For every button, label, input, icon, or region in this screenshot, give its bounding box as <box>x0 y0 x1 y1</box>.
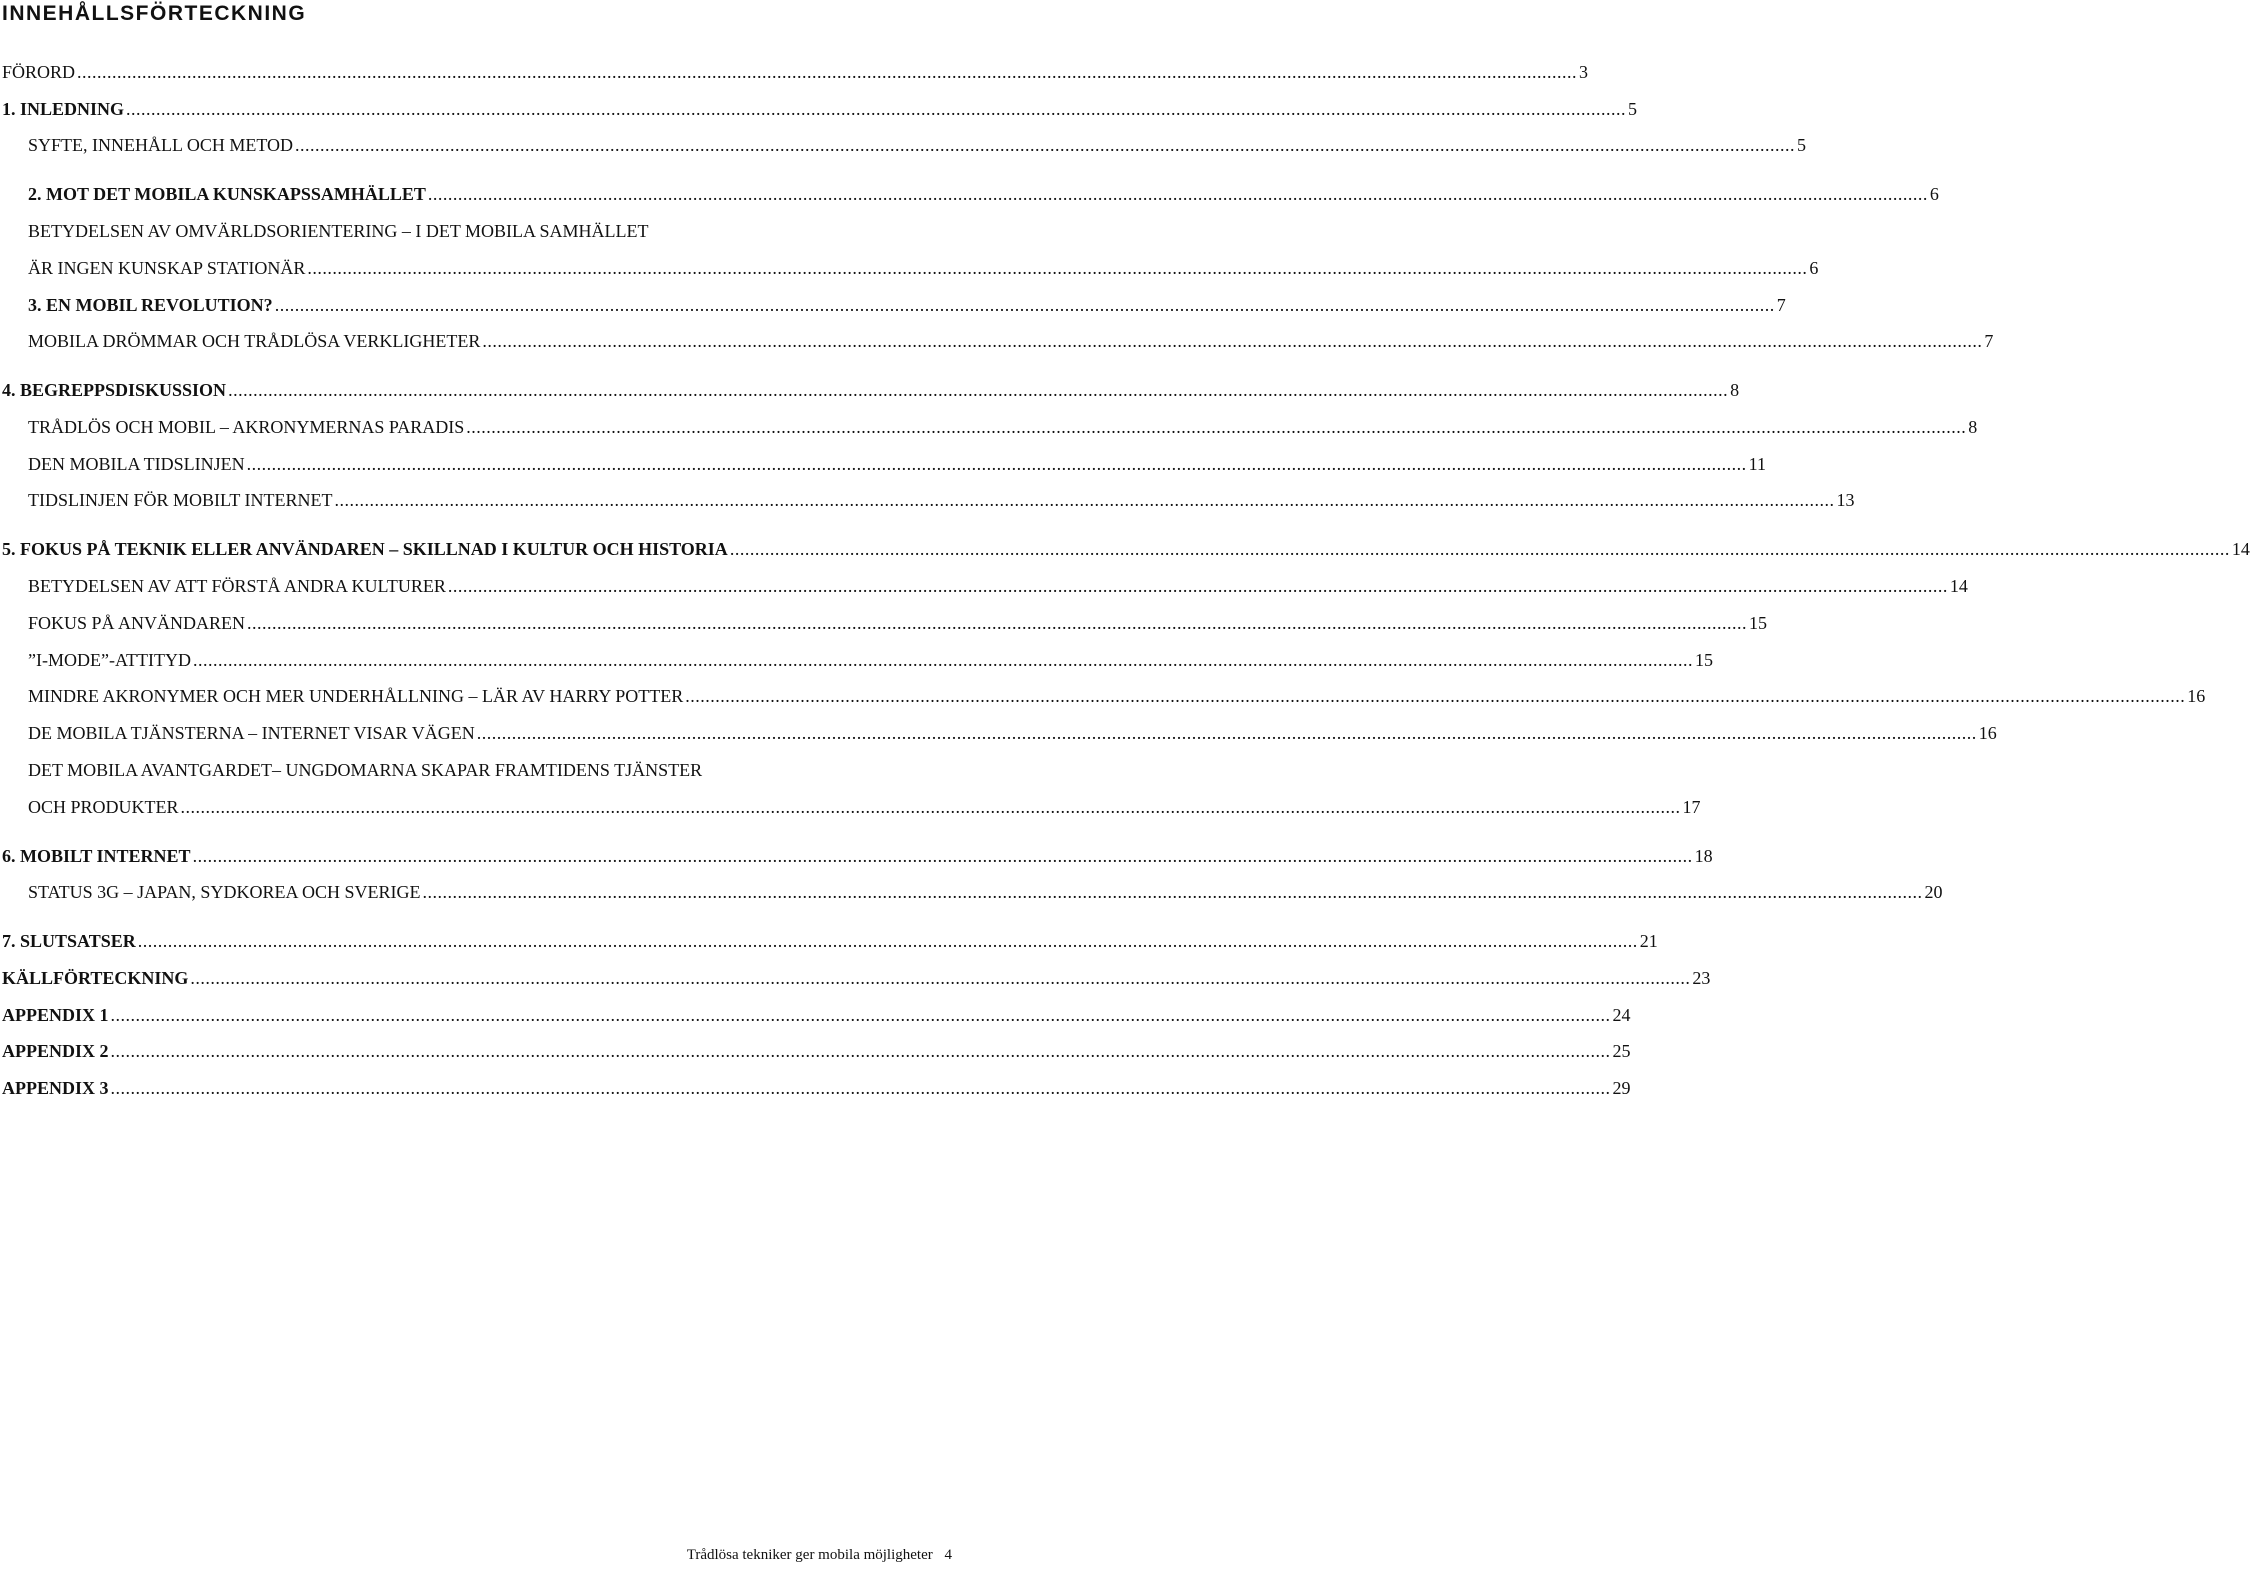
toc-entry-page: 29 <box>1612 1078 1631 1098</box>
toc-leader-dots: ............................................................................................................................................................................................................................................................................................................ <box>427 184 1928 204</box>
toc-entry-title: OCH PRODUKTER <box>28 797 179 817</box>
toc-entry-mobila-drommar[interactable] <box>0 328 1994 354</box>
toc-entry-fokus-teknik[interactable] <box>0 536 2250 562</box>
toc-entry-title: 7. SLUTSATSER <box>2 931 136 951</box>
toc-entry-page: 24 <box>1612 1005 1631 1025</box>
toc-leader-dots: ............................................................................................................................................................................................................................................................................................................ <box>192 846 1693 866</box>
toc-entry-page: 11 <box>1748 454 1767 474</box>
toc-entry-title: BETYDELSEN AV ATT FÖRSTÅ ANDRA KULTURER <box>28 576 446 596</box>
toc-leader-dots: ............................................................................................................................................................................................................................................................................................................ <box>466 417 1967 437</box>
page-footer <box>687 1547 952 1564</box>
toc-entry-page: 17 <box>1682 797 1701 817</box>
toc-leader-dots: ............................................................................................................................................................................................................................................................................................................ <box>447 576 1948 596</box>
toc-leader-dots: ............................................................................................................................................................................................................................................................................................................ <box>137 931 1638 951</box>
toc-entry-page: 5 <box>1797 135 1806 155</box>
toc-leader-dots: ............................................................................................................................................................................................................................................................................................................ <box>126 99 1627 119</box>
footer-title: Trådlösa tekniker ger mobila möjligheter <box>686 1547 933 1563</box>
toc-entry-tradlos-och-mobil[interactable] <box>0 414 1978 440</box>
toc-entry-page: 15 <box>1694 650 1713 670</box>
toc-entry-title: DEN MOBILA TIDSLINJEN <box>28 454 245 474</box>
toc-entry-mobila-tidslinjen[interactable] <box>0 451 1767 477</box>
toc-entry-page: 5 <box>1628 99 1638 119</box>
toc-entry-title: MOBILA DRÖMMAR OCH TRÅDLÖSA VERKLIGHETER <box>28 331 481 351</box>
toc-entry-i-mode[interactable] <box>0 647 1713 673</box>
toc-entry-page: 15 <box>1749 613 1768 633</box>
toc-entry-mobil-revolution[interactable] <box>0 292 1786 318</box>
toc-entry-andra-kulturer[interactable] <box>0 573 1968 599</box>
toc-entry-title: 6. MOBILT INTERNET <box>2 846 191 866</box>
toc-entry-title: 5. FOKUS PÅ TEKNIK ELLER ANVÄNDAREN – SKILLNAD I KULTUR OCH HISTORIA <box>2 539 728 559</box>
toc-entry-inledning[interactable] <box>0 96 1638 122</box>
toc-entry-title: ÄR INGEN KUNSKAP STATIONÄR <box>28 258 306 278</box>
toc-entry-omvarldsorientering-line2[interactable] <box>0 255 1819 281</box>
toc-entry-page: 21 <box>1639 931 1658 951</box>
toc-leader-dots: ............................................................................................................................................................................................................................................................................................................ <box>110 1078 1611 1098</box>
toc-entry-harry-potter[interactable] <box>0 683 2206 709</box>
toc-entry-avantgardet-line1[interactable]: DET MOBILA AVANTGARDET– UNGDOMARNA SKAPAR FRAMTIDENS TJÄNSTER <box>28 760 703 780</box>
toc-entry-title: TIDSLINJEN FÖR MOBILT INTERNET <box>28 490 333 510</box>
toc-leader-dots: ............................................................................................................................................................................................................................................................................................................ <box>685 686 2186 706</box>
toc-entry-title: APPENDIX 3 <box>2 1078 109 1098</box>
toc-entry-page: 6 <box>1809 258 1819 278</box>
toc-leader-dots: ............................................................................................................................................................................................................................................................................................................ <box>307 258 1808 278</box>
toc-entry-begreppsdiskussion[interactable] <box>0 377 1740 403</box>
toc-entry-page: 20 <box>1924 882 1943 902</box>
toc-entry-title: KÄLLFÖRTECKNING <box>2 968 189 988</box>
footer-page-number: 4 <box>944 1547 952 1563</box>
toc-entry-title: APPENDIX 1 <box>2 1005 109 1025</box>
toc-leader-dots: ............................................................................................................................................................................................................................................................................................................ <box>110 1005 1611 1025</box>
toc-entry-tidslinjen-internet[interactable] <box>0 487 1855 513</box>
toc-entry-page: 3 <box>1579 62 1589 82</box>
toc-leader-dots: ............................................................................................................................................................................................................................................................................................................ <box>228 380 1729 400</box>
toc-entry-title: 2. MOT DET MOBILA KUNSKAPSSAMHÄLLET <box>28 184 426 204</box>
toc-leader-dots: ............................................................................................................................................................................................................................................................................................................ <box>476 723 1977 743</box>
toc-entry-page: 6 <box>1929 184 1939 204</box>
toc-entry-slutsatser[interactable] <box>0 928 1658 954</box>
toc-entry-page: 14 <box>1949 576 1968 596</box>
toc-entry-title: TRÅDLÖS OCH MOBIL – AKRONYMERNAS PARADIS <box>28 417 465 437</box>
toc-entry-title: FÖRORD <box>2 62 76 82</box>
toc-leader-dots: ............................................................................................................................................................................................................................................................................................................ <box>190 968 1691 988</box>
toc-entry-title: ”I-MODE”-ATTITYD <box>28 650 191 670</box>
toc-leader-dots: ............................................................................................................................................................................................................................................................................................................ <box>192 650 1693 670</box>
toc-entry-title: APPENDIX 2 <box>2 1041 109 1061</box>
toc-entry-page: 7 <box>1776 295 1786 315</box>
toc-entry-fokus-anvandaren[interactable] <box>0 610 1768 636</box>
toc-leader-dots: ............................................................................................................................................................................................................................................................................................................ <box>334 490 1835 510</box>
toc-heading: INNEHÅLLSFÖRTECKNING <box>2 2 307 25</box>
toc-entry-page: 14 <box>2231 539 2250 559</box>
toc-entry-kunskapssamhallet[interactable] <box>0 181 1939 207</box>
toc-entry-title: MINDRE AKRONYMER OCH MER UNDERHÅLLNING – LÄR AV HARRY POTTER <box>28 686 684 706</box>
toc-leader-dots: ............................................................................................................................................................................................................................................................................................................ <box>274 295 1775 315</box>
toc-entry-mobila-tjansterna[interactable] <box>0 720 1997 746</box>
toc-entry-page: 16 <box>1978 723 1997 743</box>
toc-entry-page: 8 <box>1730 380 1740 400</box>
toc-entry-title: SYFTE, INNEHÅLL OCH METOD <box>28 135 293 155</box>
toc-entry-status-3g[interactable] <box>0 879 1943 905</box>
toc-entry-page: 18 <box>1694 846 1713 866</box>
toc-leader-dots: ............................................................................................................................................................................................................................................................................................................ <box>77 62 1578 82</box>
toc-leader-dots: ............................................................................................................................................................................................................................................................................................................ <box>422 882 1923 902</box>
toc-leader-dots: ............................................................................................................................................................................................................................................................................................................ <box>180 797 1681 817</box>
toc-entry-page: 16 <box>2187 686 2206 706</box>
toc-entry-appendix-1[interactable] <box>0 1002 1631 1028</box>
toc-leader-dots: ............................................................................................................................................................................................................................................................................................................ <box>295 135 1795 155</box>
toc-entry-title: 1. INLEDNING <box>2 99 125 119</box>
toc-entry-title: 3. EN MOBIL REVOLUTION? <box>28 295 273 315</box>
toc-entry-page: 23 <box>1692 968 1711 988</box>
toc-entry-forord[interactable] <box>0 59 1589 85</box>
toc-entry-page: 25 <box>1612 1041 1631 1061</box>
toc-entry-page: 7 <box>1984 331 1994 351</box>
toc-entry-page: 13 <box>1836 490 1855 510</box>
toc-entry-appendix-2[interactable] <box>0 1038 1631 1064</box>
toc-entry-title: STATUS 3G – JAPAN, SYDKOREA OCH SVERIGE <box>28 882 421 902</box>
toc-entry-kallforteckning[interactable] <box>0 965 1711 991</box>
toc-entry-syfte[interactable] <box>0 132 1806 158</box>
toc-entry-omvarldsorientering-line1[interactable]: BETYDELSEN AV OMVÄRLDSORIENTERING – I DET MOBILA SAMHÄLLET <box>28 221 649 241</box>
toc-entry-title: 4. BEGREPPSDISKUSSION <box>2 380 227 400</box>
toc-entry-page: 8 <box>1968 417 1978 437</box>
toc-entry-mobilt-internet[interactable] <box>0 843 1713 869</box>
toc-entry-title: DE MOBILA TJÄNSTERNA – INTERNET VISAR VÄGEN <box>28 723 475 743</box>
toc-leader-dots: ............................................................................................................................................................................................................................................................................................................ <box>247 613 1748 633</box>
toc-leader-dots: ............................................................................................................................................................................................................................................................................................................ <box>110 1041 1611 1061</box>
toc-entry-appendix-3[interactable] <box>0 1075 1631 1101</box>
toc-leader-dots: ............................................................................................................................................................................................................................................................................................................ <box>246 454 1747 474</box>
toc-entry-avantgardet-line2[interactable] <box>0 794 1701 820</box>
toc-entry-title: FOKUS PÅ ANVÄNDAREN <box>28 613 246 633</box>
toc-leader-dots: ............................................................................................................................................................................................................................................................................................................ <box>482 331 1983 351</box>
toc-leader-dots: ............................................................................................................................................................................................................................................................................................................ <box>729 539 2230 559</box>
